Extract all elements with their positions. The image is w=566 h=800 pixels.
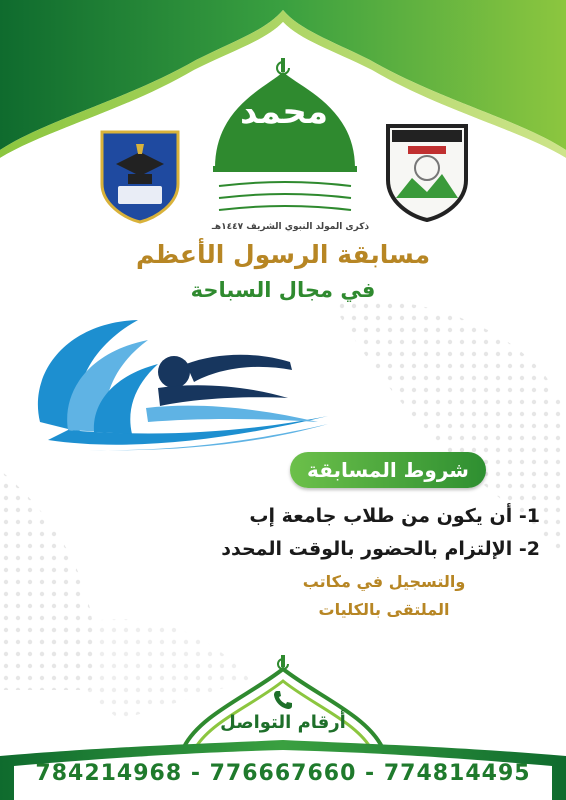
center-logo-caption: ذكرى المولد النبوي الشريف ١٤٤٧هـ — [211, 222, 370, 232]
university-shield-icon — [382, 120, 472, 224]
conditions-heading: شروط المسابقة — [290, 452, 486, 488]
registration-line-2: الملتقى بالكليات — [318, 600, 450, 619]
contact-label: أرقام التواصل — [220, 712, 346, 733]
center-logo-calligraphy: محمد — [240, 92, 328, 132]
swimmer-wave-icon — [28, 312, 348, 452]
prophet-dome-logo-icon — [205, 58, 365, 228]
competition-title: مسابقة الرسول الأعظم — [135, 240, 431, 269]
contact-phone-numbers: 784214968 - 776667660 - 774814495 — [35, 761, 531, 786]
registration-line-1: والتسجيل في مكاتب — [302, 572, 466, 591]
condition-item-1: 1- أن يكون من طلاب جامعة إب — [249, 505, 540, 527]
condition-item-2: 2- الإلتزام بالحضور بالوقت المحدد — [221, 538, 540, 560]
student-forum-shield-icon — [96, 124, 184, 224]
competition-subtitle: في مجال السباحة — [190, 278, 376, 302]
phone-icon — [271, 688, 295, 712]
